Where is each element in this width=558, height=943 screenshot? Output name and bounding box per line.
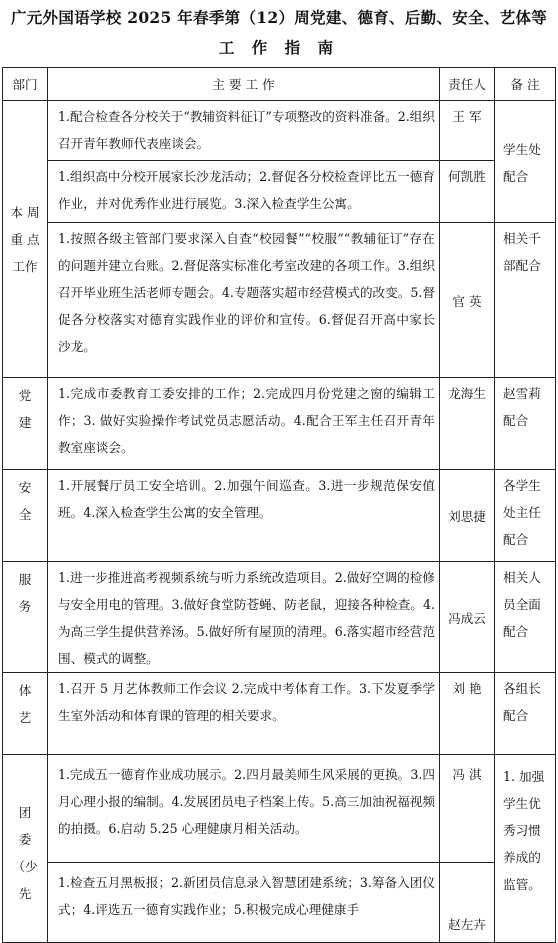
note-line: 学生处	[503, 141, 541, 157]
work-cell: 1.组织高中分校开展家长沙龙活动；2.督促各分校检查评比五一德育作业，并对优秀作业进行展览。3.深入检查学生公寓。	[48, 161, 440, 223]
dept-label-line: 党	[18, 388, 32, 403]
note-cell	[495, 673, 556, 755]
resp-cell: 赵左卉	[440, 863, 495, 943]
note-line: 相关人	[503, 570, 541, 585]
work-cell: 1.完成市委教育工委安排的工作；2.完成四月份党建之窗的编辑工作；3. 做好实验操作考试党员志愿活动。4.配合王军主任召开青年教室座谈会。	[48, 378, 440, 470]
resp-cell: 刘思捷	[440, 470, 495, 562]
note-line: 赵雪莉	[503, 386, 541, 401]
note-line: 部配合	[503, 258, 541, 273]
note-cell	[495, 101, 556, 223]
resp-cell: 官 英	[440, 223, 495, 378]
work-guide-table	[2, 67, 556, 943]
work-cell: 1.进一步推进高考视频系统与听力系统改造项目。2.做好空调的检修与安全用电的管理。3.做好食堂防苍蝇、防老鼠，迎接各种检查。4.为高三学生提供营养汤。5.做好所有屋顶的清理。6.落实超市经营范围、模式的调整。	[48, 562, 440, 673]
document-title: 广元外国语学校 2025 年春季第（12）周党建、德育、后勤、安全、艺体等	[10, 8, 548, 27]
dept-label-line: 重 点	[10, 231, 40, 247]
dept-tuanwei	[3, 755, 48, 943]
work-cell: 1.配合检查各分校关于“教辅资料征订”专项整改的资料准备。2.组织召开青年教师代表座谈会。	[48, 101, 440, 161]
note-line: 配合	[503, 624, 529, 639]
table-header-row	[3, 68, 556, 101]
table-row	[3, 223, 556, 378]
note-line: 相关千	[503, 231, 541, 246]
resp-cell: 冯 淇	[440, 755, 495, 863]
note-line: 各学生	[503, 478, 541, 493]
dept-zhoudian	[3, 101, 48, 378]
table-row	[3, 161, 556, 223]
table-row	[3, 863, 556, 943]
table-row	[3, 470, 556, 562]
dept-label-line: 艺	[18, 710, 32, 725]
resp-cell: 刘 艳	[440, 673, 495, 755]
work-cell: 1.开展餐厅员工安全培训。2.加强午间巡查。3.进一步规范保安值班。4.深入检查学生公寓的安全管理。	[48, 470, 440, 562]
note-cell	[495, 378, 556, 470]
table-row	[3, 673, 556, 755]
table-row	[3, 755, 556, 863]
resp-cell: 王 军	[440, 101, 495, 161]
dept-label-line: 服	[18, 572, 32, 587]
dept-tiyi	[3, 673, 48, 755]
resp-cell: 冯成云	[440, 562, 495, 673]
work-cell: 1.召开 5 月艺体教师工作会议 2.完成中考体育工作。3.下发夏季学生室外活动和体育课的管理的相关要求。	[48, 673, 440, 755]
note-line: 1. 加强	[503, 769, 545, 784]
header-note: 备 注	[495, 68, 556, 101]
note-cell	[495, 755, 556, 943]
dept-label-line: 全	[18, 507, 32, 522]
note-line: 处主任	[503, 505, 541, 520]
dept-label-line: 务	[18, 599, 32, 614]
resp-cell: 何凯胜	[440, 161, 495, 223]
note-line: 员全面	[503, 597, 541, 612]
note-line: 监管。	[503, 877, 541, 892]
note-cell	[495, 562, 556, 673]
dept-label-line: 安	[18, 480, 32, 495]
note-line: 配合	[503, 532, 529, 547]
header-work: 主 要 工 作	[48, 68, 440, 101]
dept-label-line: 委	[18, 831, 32, 847]
dept-label-line: （少	[12, 858, 38, 874]
note-line: 各组长	[503, 681, 541, 696]
dept-fuwu	[3, 562, 48, 673]
dept-label-line: 团	[18, 804, 32, 820]
dept-label-line: 本 周	[10, 204, 40, 220]
table-row	[3, 101, 556, 161]
note-line: 学生优	[503, 796, 541, 811]
note-line: 配合	[503, 168, 529, 184]
work-cell: 1.完成五一德育作业成功展示。2.四月最美师生风采展的更换。3.四月心理小报的编制。4.发展团员电子档案上传。5.高三加油祝福视频的拍摄。6.启动 5.25 心理健康月相关活动。	[48, 755, 440, 863]
note-line: 秀习惯	[503, 823, 541, 838]
note-cell	[495, 470, 556, 562]
dept-label-line: 体	[18, 683, 32, 698]
dept-label-line: 先	[18, 885, 32, 901]
note-line: 配合	[503, 708, 529, 723]
note-line: 配合	[503, 413, 529, 428]
header-dept: 部门	[3, 68, 48, 101]
table-row	[3, 378, 556, 470]
note-cell	[495, 223, 556, 378]
document-subtitle: 工 作 指 南	[218, 38, 340, 57]
dept-dangjian	[3, 378, 48, 470]
resp-cell: 龙海生	[440, 378, 495, 470]
dept-label-line: 工作	[12, 258, 38, 274]
table-row	[3, 562, 556, 673]
header-resp: 责任人	[440, 68, 495, 101]
note-line: 养成的	[503, 850, 541, 865]
work-cell: 1.检查五月黑板报；2.新团员信息录入智慧团建系统；3.筹备入团仪式；4.评选五一德育实践作业；5.积极完成心理健康手	[48, 863, 440, 943]
dept-anquan	[3, 470, 48, 562]
dept-label-line: 建	[18, 415, 32, 430]
work-cell: 1.按照各级主管部门要求深入自查“校园餐”“校服”“教辅征订”存在的问题并建立台账。2.督促落实标准化考室改建的各项工作。3.组织召开毕业班生活老师专题会。4.专题落实超市经营模式的改变。5.督促各分校落实对德育实践作业的评价和宣传。6.督促召开高中家长沙龙。	[48, 223, 440, 378]
